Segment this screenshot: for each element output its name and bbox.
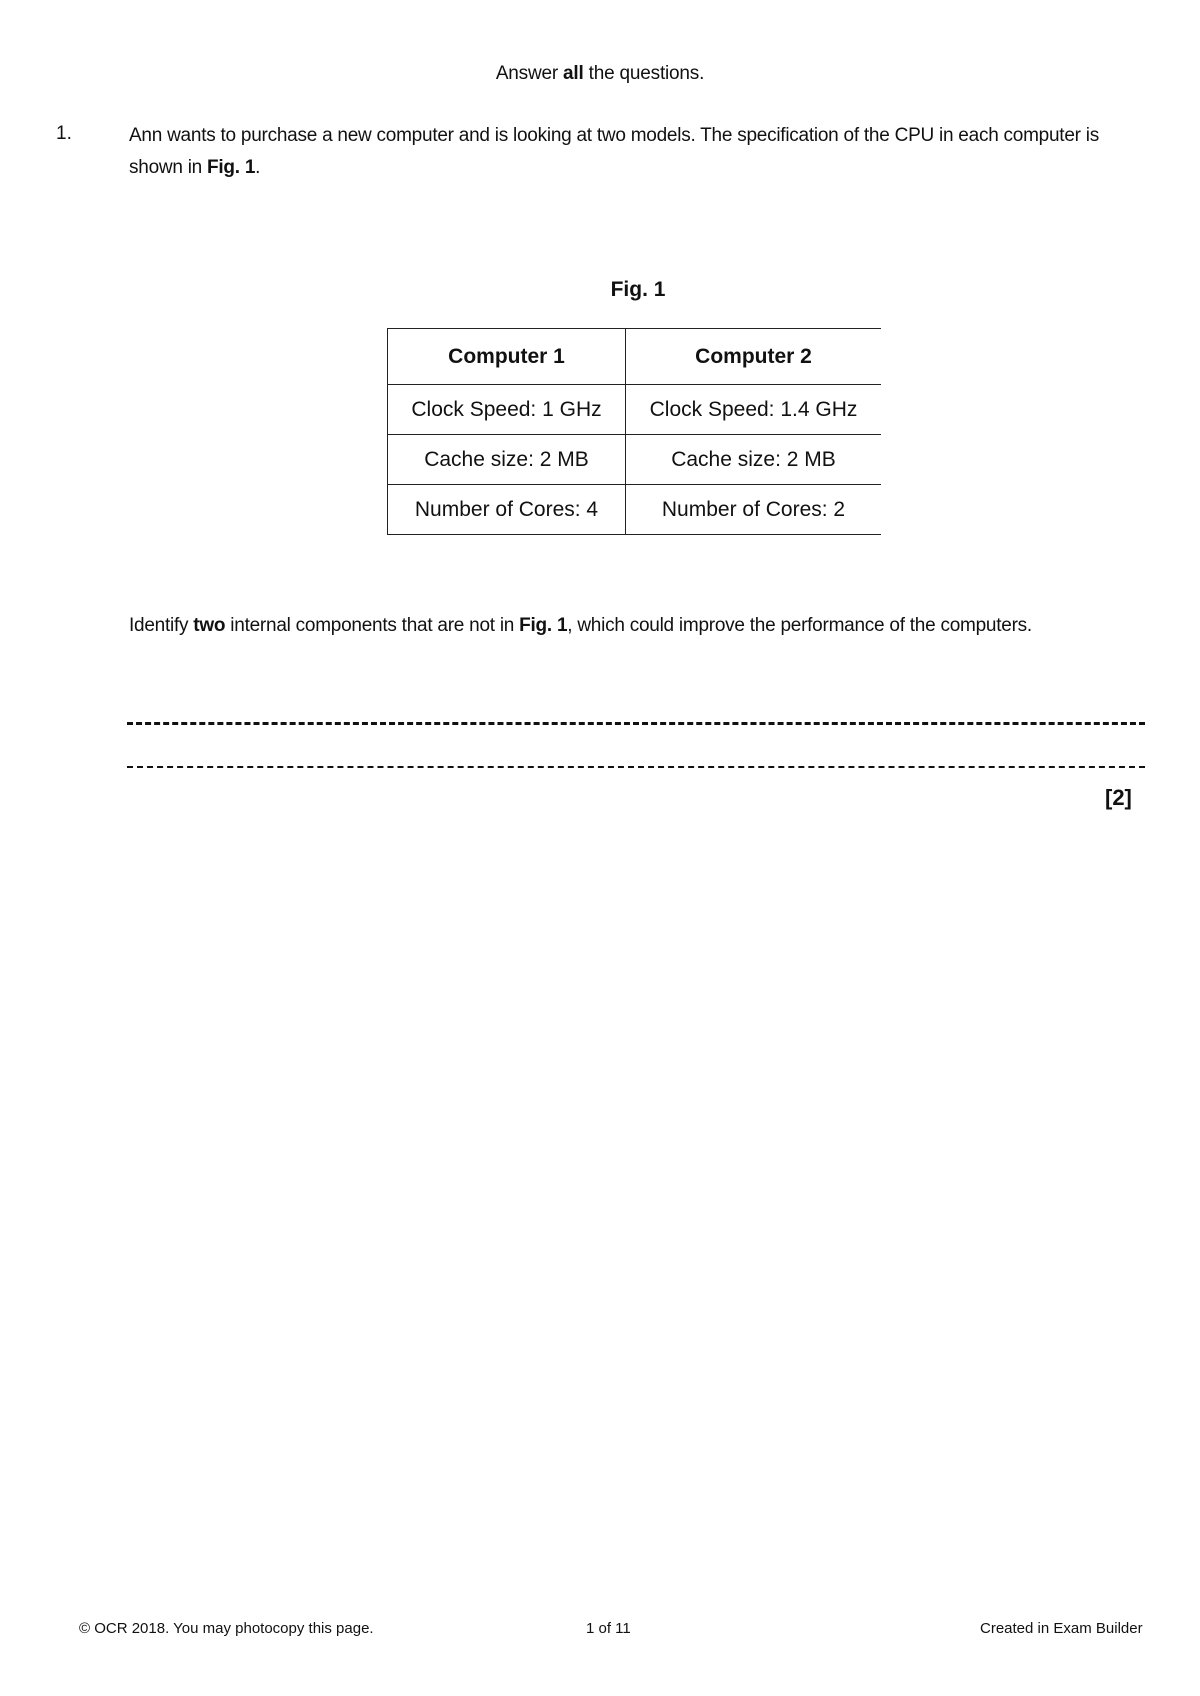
question-text-part2: . — [255, 157, 261, 178]
instruction-bold: all — [563, 63, 584, 84]
marks-label: [2] — [1105, 785, 1132, 810]
prompt-bold1: two — [193, 615, 226, 636]
prompt-part3: , which could improve the performance of the computers. — [567, 615, 1032, 636]
question-text-part1: Ann wants to purchase a new computer and is looking at two models. The specification of the CPU in each computer is shown in — [129, 125, 1099, 178]
prompt-bold2: Fig. 1 — [519, 615, 568, 636]
spec-table — [387, 328, 881, 535]
footer-credit: Created in Exam Builder — [980, 1620, 1143, 1637]
table-header-row — [388, 329, 882, 385]
instruction-line — [0, 63, 1200, 85]
table-row — [388, 485, 882, 535]
table-cell: Cache size: 2 MB — [388, 435, 626, 485]
table-cell: Number of Cores: 2 — [626, 485, 882, 535]
question-text — [129, 120, 1109, 184]
answer-line[interactable] — [127, 722, 1145, 725]
question-prompt — [129, 615, 1129, 637]
footer-copyright: © OCR 2018. You may photocopy this page. — [79, 1620, 374, 1637]
table-header-cell: Computer 1 — [388, 329, 626, 385]
question-number: 1. — [56, 123, 72, 144]
table-row — [388, 385, 882, 435]
prompt-part2: internal components that are not in — [225, 615, 520, 636]
table-row — [388, 435, 882, 485]
prompt-part1: Identify — [129, 615, 194, 636]
table-header-cell: Computer 2 — [626, 329, 882, 385]
footer-page-number: 1 of 11 — [586, 1620, 631, 1637]
table-cell: Number of Cores: 4 — [388, 485, 626, 535]
table-cell: Clock Speed: 1 GHz — [388, 385, 626, 435]
instruction-suffix: the questions. — [583, 63, 705, 84]
figure-title: Fig. 1 — [610, 278, 666, 301]
answer-line[interactable] — [127, 766, 1145, 768]
instruction-prefix: Answer — [495, 63, 564, 84]
table-cell: Cache size: 2 MB — [626, 435, 882, 485]
question-text-figref: Fig. 1 — [207, 157, 256, 178]
table-cell: Clock Speed: 1.4 GHz — [626, 385, 882, 435]
